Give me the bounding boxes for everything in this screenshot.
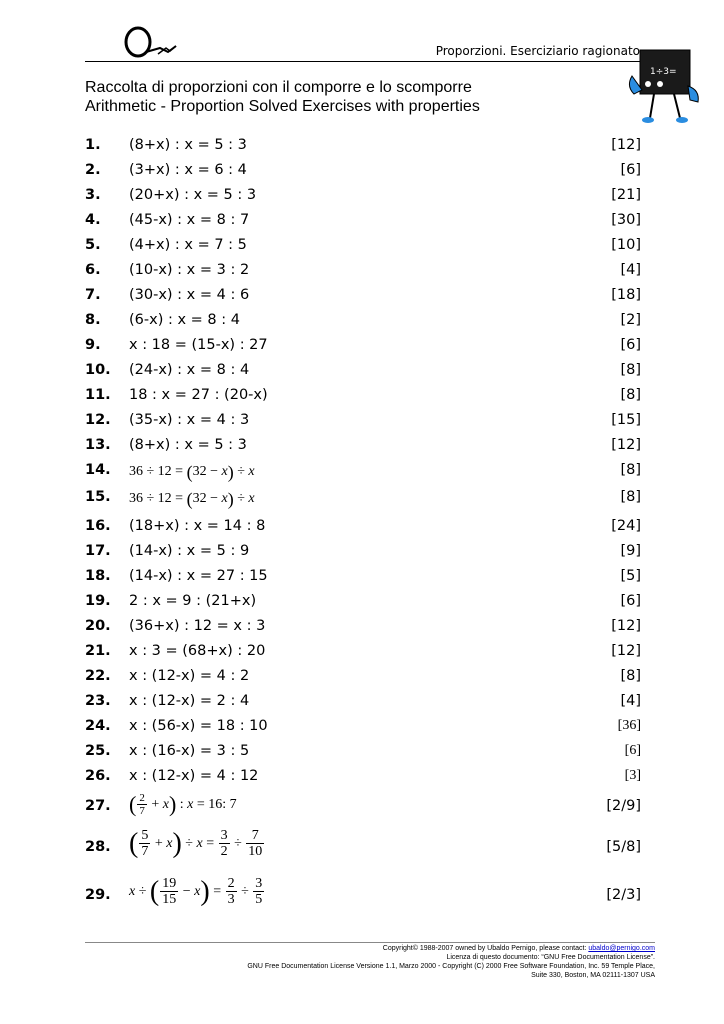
exercise-row <box>85 643 645 667</box>
exercise-answer: [10] <box>611 237 641 253</box>
exercise-expression: x : (16-x) = 3 : 5 <box>129 743 250 759</box>
exercise-row <box>85 462 645 486</box>
math-variable: x <box>166 836 173 852</box>
exercise-number: 13. <box>85 437 111 453</box>
exercise-number: 12. <box>85 412 111 428</box>
exercise-row <box>85 187 645 211</box>
math-variable: x <box>187 796 194 812</box>
exercise-number: 7. <box>85 287 101 303</box>
exercise-expression: (18+x) : x = 14 : 8 <box>129 518 266 534</box>
exercise-expression: x : 3 = (68+x) : 20 <box>129 643 266 659</box>
footer-divider <box>85 942 655 943</box>
exercise-row <box>85 568 645 592</box>
exercise-expression: x : (12-x) = 4 : 2 <box>129 668 250 684</box>
fraction <box>226 876 237 908</box>
exercise-row <box>85 518 645 542</box>
exercise-row <box>85 387 645 411</box>
exercise-answer: [5/8] <box>606 839 641 855</box>
exercise-number: 15. <box>85 489 111 505</box>
exercise-expression: x : 18 = (15-x) : 27 <box>129 337 268 353</box>
math-part: ÷ <box>237 884 253 900</box>
math-part: 36 ÷ 12 = <box>129 491 187 507</box>
exercise-answer: [24] <box>611 518 641 534</box>
exercise-number: 26. <box>85 768 111 784</box>
exercise-row <box>85 543 645 567</box>
exercise-answer: [6] <box>620 337 641 353</box>
math-part: ÷ <box>233 464 249 480</box>
exercise-row <box>85 876 645 916</box>
denominator: 7 <box>139 805 145 818</box>
exercise-answer: [6] <box>620 593 641 609</box>
exercise-row <box>85 162 645 186</box>
exercise-number: 4. <box>85 212 101 228</box>
math-part: ÷ <box>135 884 150 900</box>
blackboard-text: 1÷3= <box>650 67 677 77</box>
math-part: 32 − <box>192 464 222 480</box>
page-title-italian: Raccolta di proporzioni con il comporre e lo scomporre <box>85 79 472 96</box>
contact-email-link[interactable]: ubaldo@pernigo.com <box>588 945 655 952</box>
exercise-answer: [21] <box>611 187 641 203</box>
numerator: 3 <box>255 876 263 891</box>
exercise-number: 10. <box>85 362 111 378</box>
exercise-number: 14. <box>85 462 111 478</box>
math-part: ÷ <box>230 836 246 852</box>
exercise-expression: x ÷ ( $\frac{19}{15}$ − x) = $\frac{2}{3}$ ÷ $\frac{3}{5}$ <box>129 875 263 908</box>
math-part: − <box>179 884 195 900</box>
exercise-row <box>85 262 645 286</box>
exercise-row <box>85 212 645 236</box>
exercise-answer: [15] <box>611 412 641 428</box>
math-variable: x <box>221 464 228 480</box>
exercise-answer: [4] <box>620 262 641 278</box>
exercise-number: 27. <box>85 798 111 814</box>
exercise-row <box>85 792 645 822</box>
denominator: 3 <box>227 892 235 908</box>
exercise-row <box>85 743 645 767</box>
exercise-number: 20. <box>85 618 111 634</box>
math-variable: x <box>162 796 169 812</box>
exercise-answer: [30] <box>611 212 641 228</box>
exercise-row <box>85 693 645 717</box>
exercise-expression: 36 ÷ 12 = (32 − x) ÷ x <box>129 462 255 482</box>
exercise-number: 22. <box>85 668 111 684</box>
exercise-answer: [2] <box>620 312 641 328</box>
math-part: = <box>209 884 225 900</box>
exercise-expression: 36 ÷ 12 = (32 − x) ÷ x <box>129 489 255 509</box>
exercise-answer: [6] <box>624 743 641 758</box>
exercise-row <box>85 412 645 436</box>
header-title: Proporzioni. Eserciziario ragionato <box>435 44 640 58</box>
exercise-expression: x : (56-x) = 18 : 10 <box>129 718 268 734</box>
exercise-expression: (35-x) : x = 4 : 3 <box>129 412 250 428</box>
exercise-row <box>85 362 645 386</box>
exercise-row <box>85 437 645 461</box>
math-part: 36 ÷ 12 = <box>129 464 187 480</box>
exercise-row <box>85 287 645 311</box>
exercise-number: 5. <box>85 237 101 253</box>
footer-address: Suite 330, Boston, MA 02111-1307 USA <box>531 972 655 979</box>
fraction <box>137 792 147 817</box>
exercise-expression: (14-x) : x = 27 : 15 <box>129 568 268 584</box>
exercise-expression: (20+x) : x = 5 : 3 <box>129 187 257 203</box>
exercise-expression: x : (12-x) = 4 : 12 <box>129 768 259 784</box>
exercise-number: 3. <box>85 187 101 203</box>
exercise-answer: [8] <box>620 387 641 403</box>
exercise-answer: [8] <box>620 362 641 378</box>
math-variable: x <box>196 836 203 852</box>
math-part: = 16: 7 <box>193 796 237 812</box>
exercise-expression: (8+x) : x = 5 : 3 <box>129 137 247 153</box>
exercise-row <box>85 593 645 617</box>
exercise-expression: ( $\frac{5}{7}$ + x) ÷ x = $\frac{3}{2}$ ÷ $\frac{7}{10}$ <box>129 827 263 860</box>
exercise-expression: (8+x) : x = 5 : 3 <box>129 437 247 453</box>
exercise-row <box>85 237 645 261</box>
exercise-number: 21. <box>85 643 111 659</box>
exercise-number: 9. <box>85 337 101 353</box>
blackboard-mascot-icon <box>628 46 708 126</box>
exercise-expression: (24-x) : x = 8 : 4 <box>129 362 250 378</box>
exercise-number: 2. <box>85 162 101 178</box>
math-variable: x <box>129 884 136 900</box>
math-variable: x <box>248 464 255 480</box>
exercise-row <box>85 337 645 361</box>
exercise-row <box>85 489 645 513</box>
exercise-answer: [18] <box>611 287 641 303</box>
exercise-number: 1. <box>85 137 101 153</box>
numerator: 5 <box>141 828 149 843</box>
numerator: 2 <box>139 792 145 804</box>
exercise-answer: [12] <box>611 618 641 634</box>
footer-copyright-text: Copyright© 1988-2007 owned by Ubaldo Pernigo, please contact: <box>382 945 589 952</box>
footer-license-version: GNU Free Documentation License Versione 1.1, Marzo 2000 - Copyright (C) 2000 Free Software Foundation, Inc. 59 Temple Place, <box>247 963 655 970</box>
footer-license: Licenza di questo documento: “GNU Free Documentation License”. <box>446 954 655 961</box>
exercise-answer: [8] <box>620 489 641 505</box>
exercise-answer: [36] <box>617 718 641 733</box>
exercise-number: 25. <box>85 743 111 759</box>
exercise-answer: [5] <box>620 568 641 584</box>
exercise-expression: (30-x) : x = 4 : 6 <box>129 287 250 303</box>
denominator: 2 <box>220 844 228 860</box>
header-divider <box>85 61 645 62</box>
exercise-expression: (10-x) : x = 3 : 2 <box>129 262 250 278</box>
exercise-expression: (36+x) : 12 = x : 3 <box>129 618 266 634</box>
exercise-expression: 2 : x = 9 : (21+x) <box>129 593 257 609</box>
numerator: 19 <box>162 876 177 891</box>
denominator: 15 <box>162 892 177 908</box>
math-part: + <box>147 796 163 812</box>
exercise-answer: [9] <box>620 543 641 559</box>
fraction <box>253 876 264 908</box>
denominator: 7 <box>141 844 149 860</box>
exercise-expression: x : (12-x) = 2 : 4 <box>129 693 250 709</box>
numerator: 3 <box>220 828 228 843</box>
exercise-number: 23. <box>85 693 111 709</box>
exercise-number: 24. <box>85 718 111 734</box>
exercise-number: 17. <box>85 543 111 559</box>
exercise-answer: [12] <box>611 137 641 153</box>
exercise-number: 16. <box>85 518 111 534</box>
math-part: 32 − <box>192 491 222 507</box>
exercise-row <box>85 718 645 742</box>
exercise-expression: (14-x) : x = 5 : 9 <box>129 543 250 559</box>
numerator: 7 <box>246 828 264 844</box>
math-variable: x <box>194 884 201 900</box>
exercise-expression: ( $\frac{2}{7}$ + x) : x = 16: 7 <box>129 791 237 818</box>
exercise-row <box>85 618 645 642</box>
exercise-answer: [3] <box>624 768 641 783</box>
fraction <box>219 828 230 860</box>
denominator: 5 <box>255 892 263 908</box>
exercise-row <box>85 312 645 336</box>
exercise-number: 28. <box>85 839 111 855</box>
exercise-row <box>85 668 645 692</box>
math-part: + <box>151 836 167 852</box>
math-part: : <box>176 796 188 812</box>
exercise-number: 29. <box>85 887 111 903</box>
exercise-row <box>85 137 645 161</box>
exercise-answer: [4] <box>620 693 641 709</box>
math-variable: x <box>248 491 255 507</box>
exercise-answer: [12] <box>611 437 641 453</box>
exercise-answer: [2/3] <box>606 887 641 903</box>
exercise-answer: [12] <box>611 643 641 659</box>
exercise-answer: [6] <box>620 162 641 178</box>
exercise-row <box>85 768 645 792</box>
page-title-english: Arithmetic - Proportion Solved Exercises with properties <box>85 98 480 115</box>
exercise-number: 11. <box>85 387 111 403</box>
footer-copyright <box>383 945 655 952</box>
exercise-row <box>85 828 645 868</box>
exercise-expression: (4+x) : x = 7 : 5 <box>129 237 247 253</box>
math-part: ÷ <box>233 491 249 507</box>
exercise-expression: (6-x) : x = 8 : 4 <box>129 312 240 328</box>
exercise-expression: 18 : x = 27 : (20-x) <box>129 387 268 403</box>
logo-icon <box>120 24 180 60</box>
exercise-answer: [2/9] <box>606 798 641 814</box>
numerator: 2 <box>227 876 235 891</box>
exercise-number: 19. <box>85 593 111 609</box>
exercise-answer: [8] <box>620 462 641 478</box>
exercise-number: 18. <box>85 568 111 584</box>
exercise-expression: (3+x) : x = 6 : 4 <box>129 162 247 178</box>
fraction <box>160 876 178 908</box>
fraction <box>246 828 264 860</box>
fraction <box>139 828 150 860</box>
exercise-number: 6. <box>85 262 101 278</box>
exercise-expression: (45-x) : x = 8 : 7 <box>129 212 250 228</box>
exercise-number: 8. <box>85 312 101 328</box>
math-part: = <box>202 836 218 852</box>
math-variable: x <box>221 491 228 507</box>
math-part: ÷ <box>181 836 197 852</box>
denominator: 10 <box>248 844 263 860</box>
exercise-answer: [8] <box>620 668 641 684</box>
